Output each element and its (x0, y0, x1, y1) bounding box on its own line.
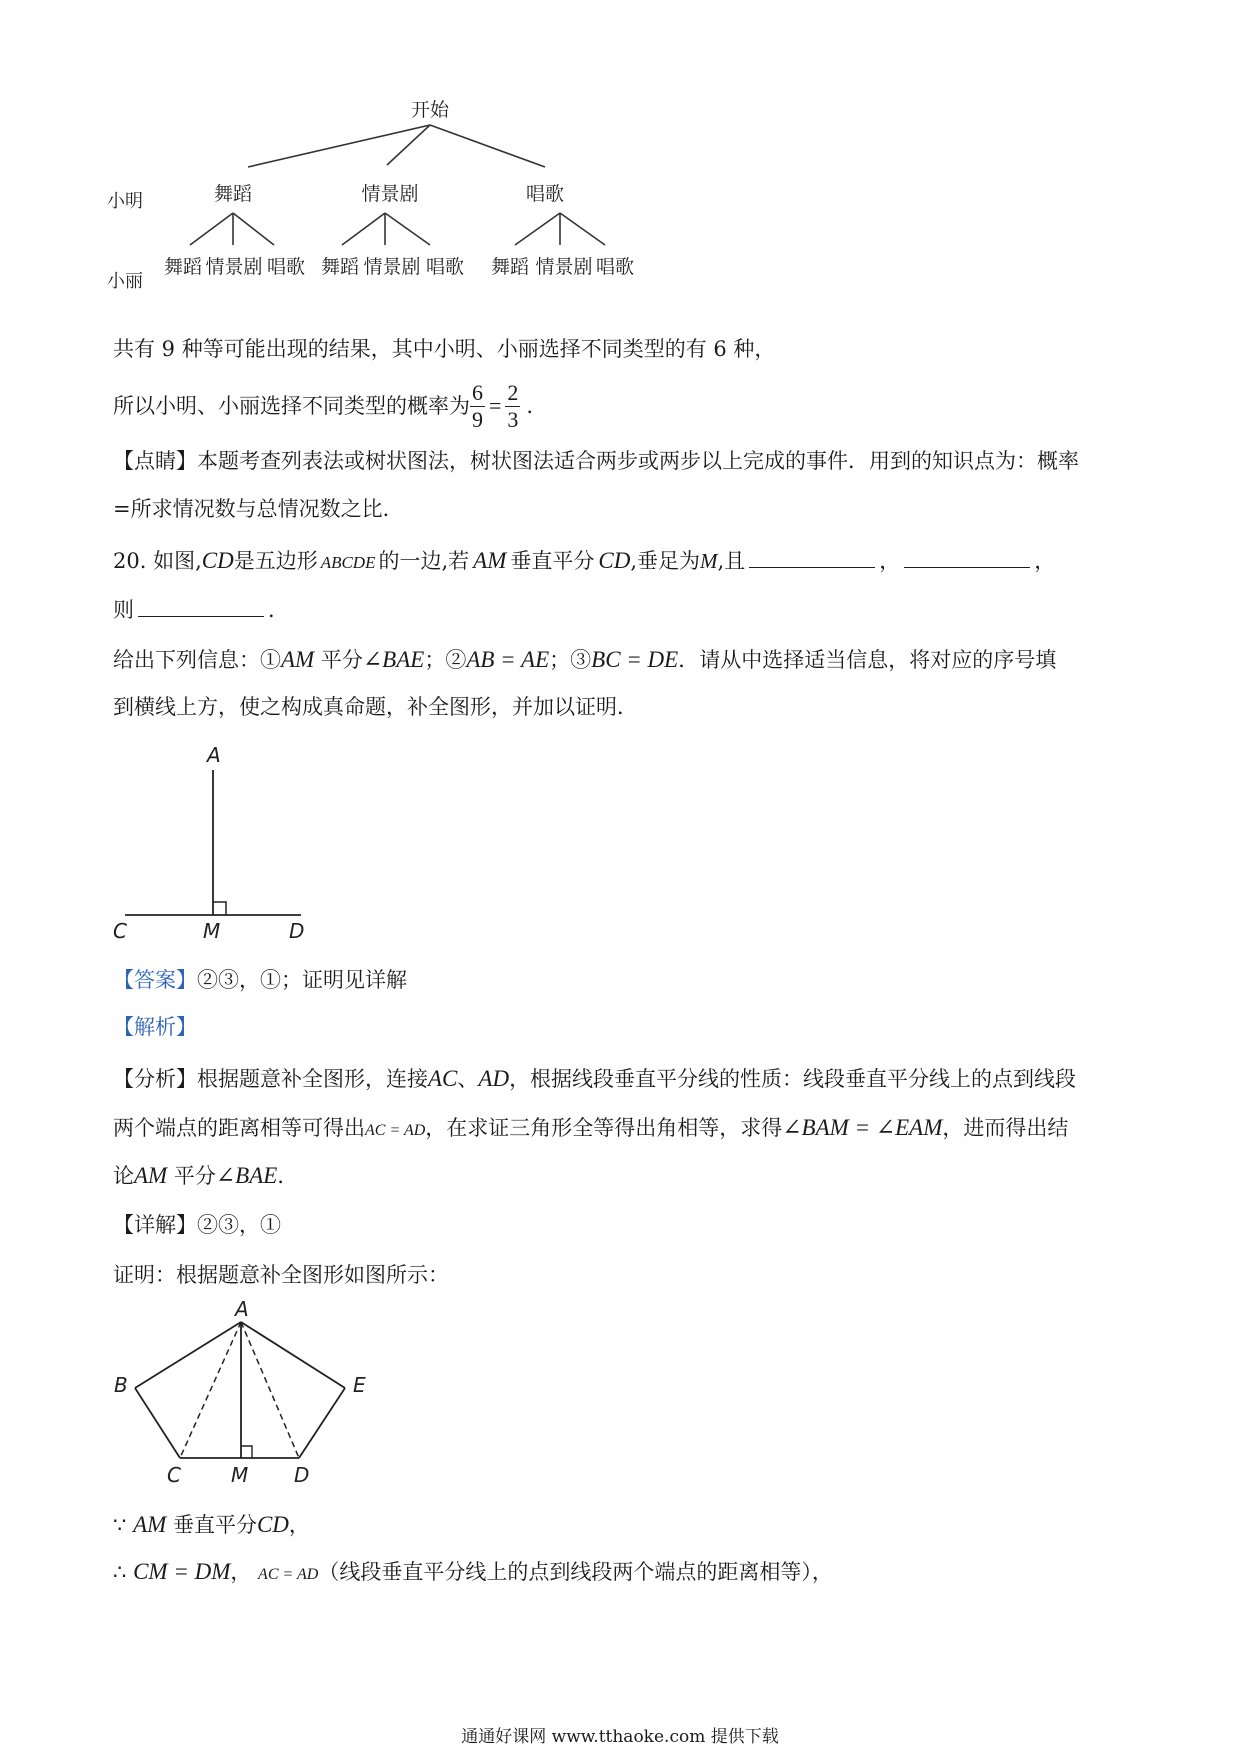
fig2-label-m: M (231, 1463, 249, 1487)
info-line-2: 到横线上方，使之构成真命题，补全图形，并加以证明． (113, 695, 638, 719)
fenxi-line-1: 【分析】根据题意补全图形，连接AC、AD，根据线段垂直平分线的性质：线段垂直平分线上的点到线段 (113, 1066, 1077, 1091)
equals-sign: = (489, 393, 502, 418)
info-line-1: 给出下列信息：①AM 平分∠BAE；②AB = AE；③BC = DE．请从中选择适当信息，将对应的序号填 (113, 647, 1057, 672)
tree-level2-item: 情景剧 (363, 256, 421, 278)
figure-pentagon (105, 1300, 395, 1490)
fenxi-line-3: 论AM 平分∠BAE． (113, 1163, 299, 1188)
fraction-6-9: $\frac{6}{9}$ (472, 379, 483, 432)
question-20-line-1: 20. 如图,CD是五边形 ABCDE 的一边,若 AM 垂直平分 CD,垂足为M,且 ， ， (113, 545, 1055, 578)
probability-text: 所以小明、小丽选择不同类型的概率为 (113, 394, 470, 418)
fig1-label-c: C (113, 919, 127, 943)
answer-line (113, 965, 407, 995)
xiangjie-line: 【详解】②③，① (113, 1213, 281, 1237)
page-footer: 通通好课网 www.tthaoke.com 提供下载 (461, 1727, 779, 1747)
answer-tag: 【答案】 (113, 968, 197, 992)
blank-3[interactable] (138, 594, 264, 617)
dianjing-tag: 【点睛】 (113, 449, 197, 473)
jiexi-line (113, 1012, 197, 1042)
fraction-2-3: $\frac{2}{3}$ (507, 379, 519, 432)
jiexi-tag: 【解析】 (113, 1015, 197, 1039)
result-count-line (113, 334, 775, 364)
fig1-label-m: M (203, 919, 221, 943)
tree-level2-item: 唱歌 (595, 256, 635, 278)
dianjing-line-2 (113, 494, 404, 524)
fig1-label-a: A (207, 743, 221, 767)
dianjing-text: 本题考查列表法或树状图法，树状图法适合两步或两步以上完成的事件．用到的知识点为：概率 (197, 449, 1079, 473)
question-20-line-2: 则 ． (113, 594, 289, 625)
tree-row1-label: 小明 (107, 191, 143, 212)
figure-perpendicular (105, 740, 325, 945)
tree-level2-item: 唱歌 (425, 256, 465, 278)
dianjing-text-2: =所求情况数与总情况数之比． (113, 497, 404, 521)
dianjing-line-1 (113, 446, 1079, 476)
fig2-label-c: C (167, 1463, 181, 1487)
fig2-label-d: D (294, 1463, 310, 1487)
fig2-label-b: B (114, 1373, 128, 1397)
proof-intro: 证明：根据题意补全图形如图所示： (113, 1263, 449, 1287)
tree-level2-item: 唱歌 (266, 256, 306, 278)
tree-level2-item: 情景剧 (205, 256, 263, 278)
tree-level2-item: 舞蹈 (490, 256, 530, 278)
tree-level1-item: 唱歌 (525, 183, 565, 205)
period: . (526, 394, 534, 418)
probability-line (113, 376, 533, 436)
fig2-label-a: A (235, 1300, 249, 1321)
fenxi-line-2: 两个端点的距离相等可得出AC = AD，在求证三角形全等得出角相等，求得∠BAM = ∠EAM，进而得出结 (113, 1115, 1069, 1140)
tree-root: 开始 (410, 99, 450, 121)
tree-level2-item: 舞蹈 (163, 256, 203, 278)
blank-2[interactable] (904, 545, 1030, 568)
tree-level1-item: 情景剧 (361, 183, 419, 205)
tree-level2-item: 情景剧 (535, 256, 593, 278)
blank-1[interactable] (749, 545, 875, 568)
tree-diagram (100, 95, 740, 310)
therefore-line: ∴ CM = DM， AC = AD（线段垂直平分线上的点到线段两个端点的距离相等）， (113, 1559, 833, 1584)
tree-level2-item: 舞蹈 (320, 256, 360, 278)
result-count-text: 共有 9 种等可能出现的结果，其中小明、小丽选择不同类型的有 6 种， (113, 337, 776, 361)
fig1-label-d: D (289, 919, 305, 943)
because-line: ∵ AM 垂直平分CD， (113, 1512, 310, 1537)
tree-level1-item: 舞蹈 (213, 183, 253, 205)
tree-row2-label: 小丽 (107, 271, 143, 292)
answer-text: ②③，①；证明见详解 (197, 968, 407, 992)
fig2-label-e: E (353, 1373, 366, 1397)
